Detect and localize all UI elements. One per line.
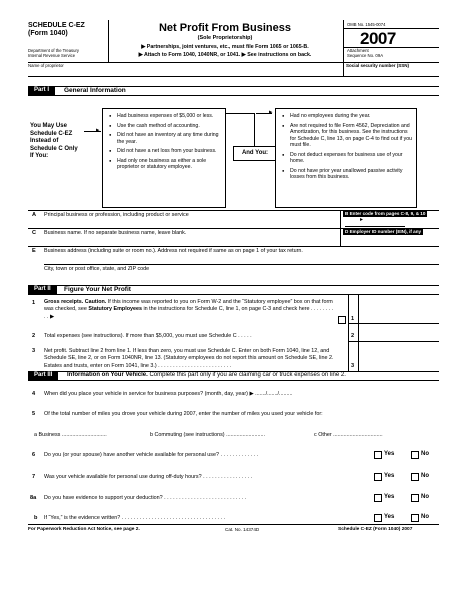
condition-item: ● Did not have an inventory at any time during the year. bbox=[109, 132, 221, 145]
line-7-no-label: No bbox=[421, 473, 429, 479]
and-you-label: And You: bbox=[241, 150, 269, 156]
city-state-zip-label: City, town or post office, state, and ZIP code bbox=[44, 266, 150, 272]
part1-label: Part I bbox=[28, 86, 55, 95]
part2-title: Figure Your Net Profit bbox=[64, 286, 131, 293]
condition-item: ● Do not have prior year unallowed passive activity losses from this business. bbox=[282, 168, 412, 181]
proprietor-name-field[interactable] bbox=[30, 67, 335, 75]
line-8a-no-checkbox[interactable] bbox=[411, 494, 419, 502]
condition-item: ● Had only one business as either a sole proprietor or statutory employee. bbox=[109, 158, 221, 171]
line-8a-no-label: No bbox=[421, 494, 429, 500]
line-1-box-number: 1 bbox=[351, 316, 355, 322]
condition-item: ● Had business expenses of $5,000 or less. bbox=[109, 113, 221, 120]
line-6-yes-checkbox[interactable] bbox=[374, 451, 382, 459]
page-title: Net Profit From Business bbox=[158, 22, 292, 34]
arrow-right-icon: ▸ bbox=[96, 127, 100, 134]
line-8b-yes-label: Yes bbox=[384, 514, 395, 520]
total-expenses-field[interactable] bbox=[360, 330, 438, 340]
line-5a-business-miles[interactable]: a Business .............................. bbox=[34, 432, 107, 438]
net-profit-field[interactable] bbox=[360, 360, 438, 370]
footer-form-id: Schedule C-EZ (Form 1040) 2007 bbox=[338, 527, 413, 532]
city-state-zip-field[interactable] bbox=[44, 272, 434, 280]
line-6-text: Do you (or your spouse) have another vehicle available for personal use? . . . . . . . . . . . . . bbox=[44, 452, 258, 458]
dept-label: Department of the Treasury bbox=[28, 48, 79, 53]
line-7-yes-label: Yes bbox=[384, 473, 395, 479]
line-6-yes-label: Yes bbox=[384, 451, 395, 457]
line-d-label: D Employer ID number (EIN), if any bbox=[345, 229, 422, 234]
line-8a-yes-checkbox[interactable] bbox=[374, 494, 382, 502]
condition-item: ● Had no employees during the year. bbox=[282, 113, 412, 120]
attachment-label: Attachment bbox=[347, 48, 369, 53]
line-8b-no-label: No bbox=[421, 514, 429, 520]
paperwork-notice: For Paperwork Reduction Act Notice, see page 2. bbox=[28, 527, 140, 532]
line-1-text: Gross receipts. Caution. If this income was reported to you on Form W-2 and the “Statutory employee” box on that form was checked, see Statutory Employees in the instructions for Schedule C, line 1, on page C-3 and check here . . . . . . . . . . ▶ bbox=[44, 299, 334, 320]
line-6-no-checkbox[interactable] bbox=[411, 451, 419, 459]
line-4-number: 4 bbox=[32, 391, 36, 397]
business-code-field[interactable] bbox=[345, 219, 405, 227]
business-address-field[interactable] bbox=[44, 254, 434, 262]
ssn-field[interactable] bbox=[346, 70, 436, 76]
line-6-no-label: No bbox=[421, 451, 429, 457]
header-line1: ▶ Partnerships, joint ventures, etc., must file Form 1065 or 1065-B. bbox=[141, 44, 309, 50]
line-8b-yes-checkbox[interactable] bbox=[374, 514, 382, 522]
line-5-number: 5 bbox=[32, 411, 36, 417]
business-name-field[interactable] bbox=[44, 236, 334, 244]
line-e-letter: E bbox=[32, 248, 36, 254]
line-a-label: Principal business or profession, including product or service bbox=[44, 212, 189, 218]
line-3-box-number: 3 bbox=[351, 363, 355, 369]
line-8a-yes-label: Yes bbox=[384, 494, 395, 500]
catalog-number: Cat. No. 14374D bbox=[225, 527, 260, 532]
principal-business-field[interactable] bbox=[44, 218, 334, 226]
part1-title: General Information bbox=[64, 87, 126, 94]
condition-item: ● Do not deduct expenses for business use of your home. bbox=[282, 152, 412, 165]
line-8b-no-checkbox[interactable] bbox=[411, 514, 419, 522]
arrow-right-icon: ▸ bbox=[269, 109, 273, 116]
statutory-employee-checkbox[interactable] bbox=[338, 316, 346, 324]
line-c-letter: C bbox=[32, 230, 37, 236]
line-7-number: 7 bbox=[32, 474, 36, 480]
ein-field[interactable] bbox=[345, 238, 435, 245]
form-sub: (Form 1040) bbox=[28, 30, 68, 37]
line-2-number: 2 bbox=[32, 333, 36, 339]
line-7-yes-checkbox[interactable] bbox=[374, 473, 382, 481]
line-3-number: 3 bbox=[32, 348, 36, 354]
condition-item: ● Are not required to file Form 4562, Depreciation and Amortization, for this business. See the instructions for Schedule C, line 13, on page C-4 to find out if you must file. bbox=[282, 123, 412, 149]
sequence-label: Sequence No. 09A bbox=[347, 53, 384, 58]
line-2-text: Total expenses (see instructions). If more than $5,000, you must use Schedule C . . . . . bbox=[44, 333, 252, 339]
left-conditions-box bbox=[102, 108, 226, 208]
proprietor-name-label: Name of proprietor bbox=[28, 63, 64, 68]
line-8b-text: If “Yes,” is the evidence written? . . . . . . . . . . . . . . . . . . . . . . . . . . . . . . . . . . . bbox=[44, 515, 226, 521]
right-conditions-box bbox=[275, 108, 417, 208]
line-6-number: 6 bbox=[32, 452, 36, 458]
line-1-number: 1 bbox=[32, 300, 36, 306]
condition-item: ● Did not have a net loss from your business. bbox=[109, 148, 221, 155]
line-2-box-number: 2 bbox=[351, 333, 355, 339]
line-7-no-checkbox[interactable] bbox=[411, 473, 419, 481]
ssn-label: Social security number (SSN) bbox=[346, 63, 410, 68]
line-5b-commuting-miles[interactable]: b Commuting (see instructions) .......................... bbox=[150, 432, 266, 438]
line-a-letter: A bbox=[32, 212, 37, 218]
form-name: SCHEDULE C-EZ bbox=[28, 22, 85, 29]
line-8a-text: Do you have evidence to support your deduction? . . . . . . . . . . . . . . . . . . . . . . . . . . . . bbox=[44, 495, 247, 501]
and-you-box bbox=[233, 146, 277, 161]
line-4-text: When did you place your vehicle in service for business purposes? (month, day, year) ▶ ......./......./......... bbox=[44, 391, 293, 397]
part2-label: Part II bbox=[28, 285, 57, 294]
line-5c-other-miles[interactable]: c Other ................................. bbox=[314, 432, 383, 438]
part3-label: Part III bbox=[28, 371, 58, 380]
gross-receipts-field[interactable] bbox=[360, 312, 438, 322]
line-8a-number: 8a bbox=[30, 495, 37, 501]
part3-title: Information on Your Vehicle. Complete this part only if you are claiming car or truck expenses on line 2. bbox=[67, 372, 346, 378]
irs-label: Internal Revenue Service bbox=[28, 53, 76, 58]
line-5-text: Of the total number of miles you drove your vehicle during 2007, enter the number of miles you used your vehicle for: bbox=[44, 411, 323, 417]
line-7-text: Was your vehicle available for personal use during off-duty hours? . . . . . . . . . . . . . . . . . bbox=[44, 474, 253, 480]
condition-item: ● Use the cash method of accounting. bbox=[109, 123, 221, 130]
header-line2: ▶ Attach to Form 1040, 1040NR, or 1041. ▶ See instructions on back. bbox=[138, 52, 312, 58]
line-3-text: Net profit. Subtract line 2 from line 1. If less than zero, you must use Schedule C. Enter on both Form 1040, line 12, and Schedule SE, line 2, or on Form 1040NR, line 13. (Statutory employees do not report this amount on Schedule SE, line 2. Estates and trusts, enter on Form 1041, line 3.) . . . . . . . . . . . . . . . . . . . . . . . . . bbox=[44, 348, 334, 369]
line-8b-letter: b bbox=[34, 515, 38, 521]
line-e-label: Business address (including suite or room no.). Address not required if same as on page 1 of your tax return. bbox=[44, 248, 303, 254]
you-may-use-label: You May Use Schedule C-EZ Instead of Schedule C Only If You: bbox=[30, 123, 78, 159]
line-c-label: Business name. If no separate business name, leave blank. bbox=[44, 230, 187, 236]
line-b-label: B Enter code from pages C-8, 9, & 10 bbox=[345, 211, 426, 216]
page-subtitle: (Sole Proprietorship) bbox=[197, 35, 253, 41]
omb-number: OMB No. 1545-0074 bbox=[347, 22, 386, 27]
arrow-right-icon: ▸ bbox=[360, 217, 364, 223]
tax-year: 2007 bbox=[360, 29, 396, 48]
